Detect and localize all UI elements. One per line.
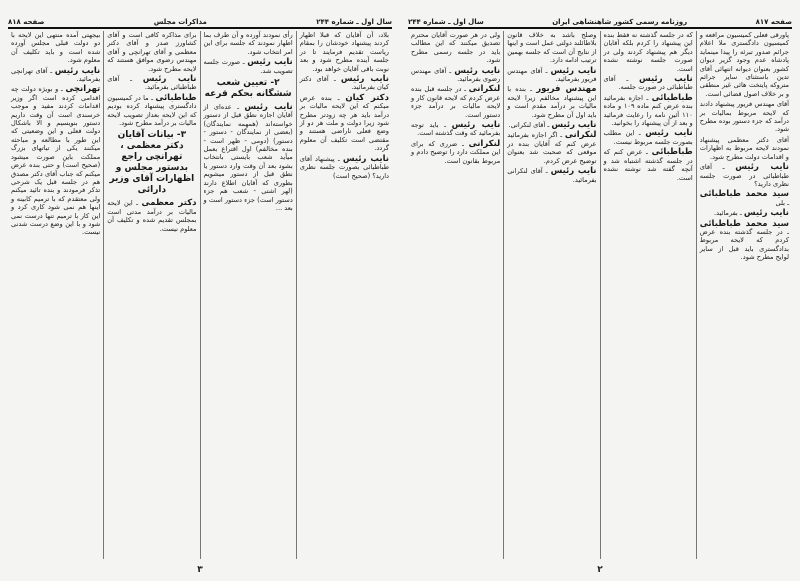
paragraph: [300, 31, 389, 73]
paragraph: نایب رئیس ـ باید توجه بفرمائید که وقت گذشته است.: [411, 120, 501, 138]
paragraph-text: آقای طباطبائی در صورت جلسه نظری دارید؟: [699, 163, 789, 188]
paragraph: نایب رئیس ـ آقای طباطبائی در صورت جلسه.: [603, 74, 693, 92]
paragraph: سید محمد طباطبائی ـ در جلسه گذشته بنده عرض کردم که لایحه مربوط بدادگستری باید قبل از سایر لوایح مطرح شود.: [699, 218, 789, 262]
paragraph-text: عرض کنم که در جلسه گذشته اشتباه شد و آنچه گفته شد نوشته نشده است.: [603, 148, 693, 182]
text-column: [8, 31, 103, 559]
section-heading: ۲- تعیین شعب ششگانه بحکم قرعه: [204, 78, 292, 100]
speaker-name: نایب رئیس: [247, 57, 293, 68]
right-page: [400, 0, 800, 581]
section-heading: ۳- بیانات آقایان دکتر معظمی ، تهرانچی راجع بدستور مجلس و اظهارات آقای وزیر دارائی: [109, 130, 195, 196]
page-footer-number: ۳: [197, 565, 203, 575]
text-column: [200, 31, 296, 559]
page-header: [408, 12, 792, 26]
paragraph: نایب رئیس ـ پیشنهاد آقای طباطبائی بصورت جلسه نظری دارید؟ (صحیح است): [299, 153, 389, 180]
paragraph-text: آقای مهندس فریور بفرمائید.: [507, 66, 597, 84]
paragraph: نایب رئیس ـ آقای لنکرانی.: [508, 120, 597, 131]
text-column: [600, 31, 696, 559]
paragraph: نایب رئیس ـ آقای دکتر کیان بفرمائید.: [299, 74, 389, 92]
paragraph: لنکرانی ـ اگر اجازه بفرمائید عرض کنم که آقایان بنده در موقعی که صحبت شد بعنوان توضیح عرض کردم.: [507, 130, 597, 165]
speaker-name: نایب رئیس: [142, 74, 197, 85]
paragraph-text: آقای لنکرانی بفرمائید.: [507, 167, 597, 184]
speaker-name: نایب رئیس: [743, 208, 789, 219]
paragraph: سید محمد طباطبائی ـ بلی: [699, 189, 789, 207]
paragraph: [604, 31, 693, 73]
paragraph-text: آقای دکتر معظمی پیشنهاد نمودند لایحه مربوط به اظهارات و اقدامات دولت مطرح شود.: [699, 135, 789, 161]
paragraph: لنکرانی ـ ضرری که برای این مملکت دارد را توضیح دادم و مربوط بقانون است.: [411, 138, 501, 165]
paragraph-text: بیجهتی آمده منتهی این لایحه با دو دولت قبلی مجلس آورده شده است و باید تکلیف آن معلوم شود.: [11, 31, 101, 65]
paragraph-text: بفرمائید.: [714, 209, 738, 218]
paragraph-text: برای مذاکره کافی است و آقای کشاورز صدر و آقای دکتر معظمی و آقای تهرانچی و آقای مهندس رضوی موافق هستند که لایحه مطرح شود.: [107, 31, 197, 73]
paragraph: [11, 31, 100, 65]
speaker-name: نایب رئیس: [645, 128, 693, 139]
text-column: [103, 31, 199, 559]
speaker-name: طباطبائی: [155, 92, 197, 103]
page-number: صفحه ۸۱۷: [755, 18, 792, 26]
paragraph: [700, 31, 789, 98]
page-number: صفحه ۸۱۸: [8, 18, 45, 26]
header-rule: [408, 27, 792, 29]
text-column: [503, 31, 599, 559]
paragraph-text: وصلح باشد به خلاف قانون بلاطائلند دولتی عمل است و اینها از نتایج آن است که جلسه بهمین ترتیب ادامه دارد.: [507, 31, 597, 65]
paragraph: دکتر معظمی ـ این لایحه مالیات بر درآمد مدتی است بمجلس تقدیم شده و تکلیف آن معلوم نیست.: [107, 198, 197, 233]
paragraph: طباطبائی ـ اجازه بفرمائید بنده عرض کنم ماده ۱۰۹ و ماده ۱۱۰ آئین نامه را رعایت فرمائید و بعد از آن پیشنهاد را بخوانید.: [603, 92, 693, 128]
speaker-name: نایب رئیس: [639, 74, 693, 85]
paragraph: [700, 100, 789, 134]
paragraph-text: و بویژه دولت چه اقدامی کرده است اگر وزیر اقدامات کردند مفید و موجب خرسندی است آن وقت داریم دستور بنویسیم و الا باشکال دولت فعلی و این وضعیتی که این طور با مطالعه و مباحثه میکنند یکی از تیاتهای بزرگ مملکت باین صورت میشود (صحیح است) و حتی بنده عرض میکنم که جناب آقای دکتر مصدق هم در جلسه قبل یک شرحی تذکر فرمودند و بنده تائید میکنم ولی معتقدم که با ترمیم کابینه و اینها هم نمی شود کاری کرد و این کار با ترمیم تنها درست نمی شود و با این وضع درست شدنی نیست.: [11, 85, 101, 237]
speaker-name: مهندس فریور: [536, 84, 597, 95]
paragraph-text: ضرری که برای این مملکت دارد را توضیح دادم و مربوط بقانون است.: [411, 139, 501, 165]
speaker-name: نایب رئیس: [735, 162, 790, 173]
paragraph-text: آقای مهندس فریور پیشنهاد دادند که لایحه مربوط بمالیات بر درآمد که جزء دستور بوده مطرح شود.: [699, 100, 789, 134]
paragraph-text: اگر اجازه بفرمائید عرض کنم که آقایان بنده در موقعی که صحبت شد بعنوان توضیح عرض کردم.: [507, 131, 597, 165]
paragraph-text: که در جلسه گذشته نه فقط بنده این پیشنهاد را کردم بلکه آقایان دیگر هم پیشنهاد کردند ولی در صورت جلسه نوشته نشده است.: [603, 31, 693, 73]
speaker-name: طباطبائی: [651, 92, 693, 103]
paragraph: نایب رئیس ـ این مطلب بصورت جلسه مربوط نیست.: [603, 128, 693, 146]
paragraph-text: این مطلب بصورت جلسه مربوط نیست.: [603, 129, 693, 146]
paragraph: نایب رئیس ـ عده‌ای از آقایان اجازه نطق قبل از دستور خواسته‌اند (همهمه نمایندگان) (بعضی از نمایندگان - دستور - دستور) (دومی - ظهر است - بنده مخالفم) اول اقتراع بعمل میآید شعب بایستی بانتخاب بشود بعد آن وقت وارد دستور یا نطق قبل از دستور میشویم بطوری که آقایان اطلاع دارند (لهر اشتی - شعب هم جزء دستور است) جزء دستور است و بعد ...: [203, 102, 293, 212]
paragraph: [411, 31, 500, 65]
text-column: [408, 31, 503, 559]
speaker-name: نایب رئیس: [54, 65, 101, 76]
speaker-name: سید محمد طباطبائی: [699, 218, 789, 229]
paragraph-text: در جلسه گذشته بنده عرض کردم که لایحه مربوط بدادگستری باید قبل از سایر لوایح مطرح شود.: [699, 227, 789, 262]
text-column: [296, 31, 392, 559]
paragraph: [507, 31, 596, 65]
paragraph: [107, 31, 196, 73]
paragraph-text: آقای لنکرانی.: [508, 121, 546, 130]
newspaper-title: روزنامه رسمی کشور شاهنشاهی ایران: [552, 18, 688, 26]
paragraph: نایب رئیس ـ آقای طباطبائی بفرمائید.: [107, 74, 197, 92]
speaker-name: نایب رئیس: [551, 120, 597, 131]
paragraph-text: بلاد، آن آقایان که قبلا اظهار کردند پیشنهاد خودشان را بمقام ریاست تقدیم فرمایند تا در جلسه آینده مطرح شود و بعد نوبت باقی آقایان خواهد بود.: [299, 31, 389, 73]
text-column: [696, 31, 792, 559]
paragraph: نایب رئیس ـ آقای لنکرانی بفرمائید.: [507, 166, 597, 184]
paragraph-text: آقای تهرانچی بفرمائید.: [11, 66, 101, 84]
paragraph: [204, 31, 293, 56]
speaker-name: نایب رئیس: [451, 120, 501, 131]
paragraph-text: پیشنهاد آقای طباطبائی بصورت جلسه نظری دارید؟ (صحیح است): [299, 154, 389, 180]
paragraph: نایب رئیس ـ آقای مهندس فریور بفرمائید.: [507, 65, 597, 84]
paragraph-text: بنده با این پیشنهاد مخالفم زیرا لایحه مالیات بر درآمد مقدم است و باید اول آن مطرح شود.: [507, 85, 597, 119]
header-rule: [8, 27, 392, 29]
page-footer-number: ۲: [597, 565, 603, 575]
speaker-name: لنکرانی: [564, 130, 597, 141]
paragraph: نایب رئیس ـ آقای تهرانچی بفرمائید.: [11, 65, 101, 84]
paragraph-text: رأی نمودند آورده و آن طرف بما اظهار نمودند که جلسه برای این امر انتخاب شود.: [203, 31, 293, 56]
paragraph-text: این لایحه مالیات بر درآمد مدتی است بمجلس تقدیم شده و تکلیف آن معلوم نیست.: [107, 199, 197, 233]
speaker-name: نایب رئیس: [342, 153, 389, 164]
speaker-name: نایب رئیس: [550, 65, 597, 76]
speaker-name: دکتر معظمی: [141, 198, 197, 209]
speaker-name: طباطبائی: [651, 147, 693, 158]
paragraph: نایب رئیس ـ آقای مهندس رضوی بفرمائید.: [411, 65, 501, 84]
paragraph: طباطبائی ـ عرض کنم که در جلسه گذشته اشتباه شد و آنچه گفته شد نوشته نشده است.: [603, 147, 693, 182]
speaker-name: تهرانچی: [65, 84, 101, 95]
paragraph-text: بلی: [775, 198, 785, 207]
paragraph-text: آقای طباطبائی بفرمائید.: [107, 75, 197, 92]
speaker-name: نایب رئیس: [340, 74, 389, 85]
paragraph: [700, 136, 789, 161]
paragraph-text: در جلسه قبل بنده عرض کردم که لایحه قانون کار و لایحه مالیات بر درآمد جزء دستور است.: [411, 85, 501, 119]
paragraph-text: پاورقی فعلی کمیسیون مرافعه و کمیسیون دادگستری ملا اعلام جرائم صدور تبرئه را پیدا مینماید پادشاه عدم وجود گزیر دیوان کشور بعنوان دیوانه انتهائی آقای تدین باستثنای سایر جرائم متروکه پایتخت هائی غیر منطقی و بر خلاف اصول قضائی است.: [699, 31, 789, 98]
speaker-name: نایب رئیس: [454, 65, 501, 76]
paragraph-text: بنده عرض میکنم که این لایحه مالیات بر درآمد باید هر چه زودتر مطرح شود زیرا دولت و ملت هر دو از وضع فعلی ناراضی هستند و مقتضی است تکلیف آن معلوم گردد.: [299, 93, 389, 153]
paragraph-text: ولی در هر صورت آقایان محترم تصدیق میکنند که این مطالب باید در جلسه رسمی مطرح شود.: [411, 31, 501, 65]
speaker-name: لنکرانی: [468, 84, 501, 95]
paragraph-text: اجازه بفرمائید بنده عرض کنم ماده ۱۰۹ و ماده ۱۱۰ آئین نامه را رعایت فرمائید و بعد از آن پیشنهاد را بخوانید.: [603, 93, 693, 128]
speaker-name: سید محمد طباطبائی: [699, 189, 789, 200]
columns: [8, 31, 392, 559]
paragraph: لنکرانی ـ در جلسه قبل بنده عرض کردم که لایحه قانون کار و لایحه مالیات بر درآمد جزء دستور است.: [411, 84, 501, 119]
paragraph: نایب رئیس ـ بفرمائید.: [714, 208, 789, 219]
paragraph: نایب رئیس ـ آقای طباطبائی در صورت جلسه نظری دارید؟: [699, 162, 790, 188]
speaker-name: نایب رئیس: [550, 166, 597, 177]
issue-number: سال اول ـ شماره ۲۴۴: [316, 18, 392, 26]
paragraph: تهرانچی ـ و بویژه دولت چه اقدامی کرده است اگر وزیر اقدامات کردند مفید و موجب خرسندی است آن وقت داریم دستور بنویسیم و الا باشکال دولت فعلی و این وضعیتی که این طور با مطالعه و مباحثه میکنند یکی از تیاتهای بزرگ مملکت باین صورت میشود (صحیح است) و حتی بنده عرض میکنم که جناب آقای دکتر مصدق هم در جلسه قبل یک شرحی تذکر فرمودند و بنده تائید میکنم ولی معتقدم که با ترمیم کابینه و اینها هم نمی شود کاری کرد و این کار با ترمیم تنها درست نمی شود و با این وضع درست شدنی نیست.: [11, 84, 101, 237]
section-title: مذاکرات مجلس: [153, 18, 207, 26]
speaker-name: لنکرانی: [468, 138, 501, 149]
paragraph-text: باید توجه بفرمائید که وقت گذشته است.: [411, 121, 501, 138]
paragraph: مهندس فریور ـ بنده با این پیشنهاد مخالفم زیرا لایحه مالیات بر درآمد مقدم است و باید اول آن مطرح شود.: [507, 84, 597, 119]
paragraph: دکتر کیان ـ بنده عرض میکنم که این لایحه مالیات بر درآمد باید هر چه زودتر مطرح شود زیرا دولت و ملت هر دو از وضع فعلی ناراضی هستند و مقتضی است تکلیف آن معلوم گردد.: [299, 92, 389, 153]
paragraph-text: صورت جلسه تصویب شد.: [203, 58, 293, 75]
speaker-name: دکتر کیان: [345, 92, 389, 103]
issue-number: سال اول ـ شماره ۲۴۴: [408, 18, 484, 26]
paragraph: نایب رئیس ـ صورت جلسه تصویب شد.: [203, 57, 293, 75]
paragraph-text: آقای دکتر کیان بفرمائید.: [299, 75, 389, 92]
page-header: [8, 12, 392, 26]
speaker-name: نایب رئیس: [244, 102, 293, 113]
columns: [408, 31, 792, 559]
paragraph-text: عده‌ای از آقایان اجازه نطق قبل از دستور خواسته‌اند (همهمه نمایندگان) (بعضی از نمایندگان - دستور - دستور) (دومی - ظهر است - بنده مخالفم) اول اقتراع بعمل میآید شعب بایستی بانتخاب بشود بعد آن وقت وارد دستور یا نطق قبل از دستور میشویم بطوری که آقایان اطلاع دارند (لهر اشتی - شعب هم جزء دستور است) جزء دستور است و بعد ...: [203, 103, 293, 212]
paragraph-text: ما در کمیسیون دادگستری پیشنهاد کرده بودیم که این لایحه بعداز تصویب لایحه مالیات بر درآمد مطرح شود.: [107, 93, 197, 128]
paragraph: طباطبائی ـ ما در کمیسیون دادگستری پیشنهاد کرده بودیم که این لایحه بعداز تصویب لایحه مالیات بر درآمد مطرح شود.: [107, 92, 197, 128]
paragraph-text: آقای مهندس رضوی بفرمائید.: [411, 66, 501, 84]
paragraph-text: آقای طباطبائی در صورت جلسه.: [603, 75, 693, 92]
